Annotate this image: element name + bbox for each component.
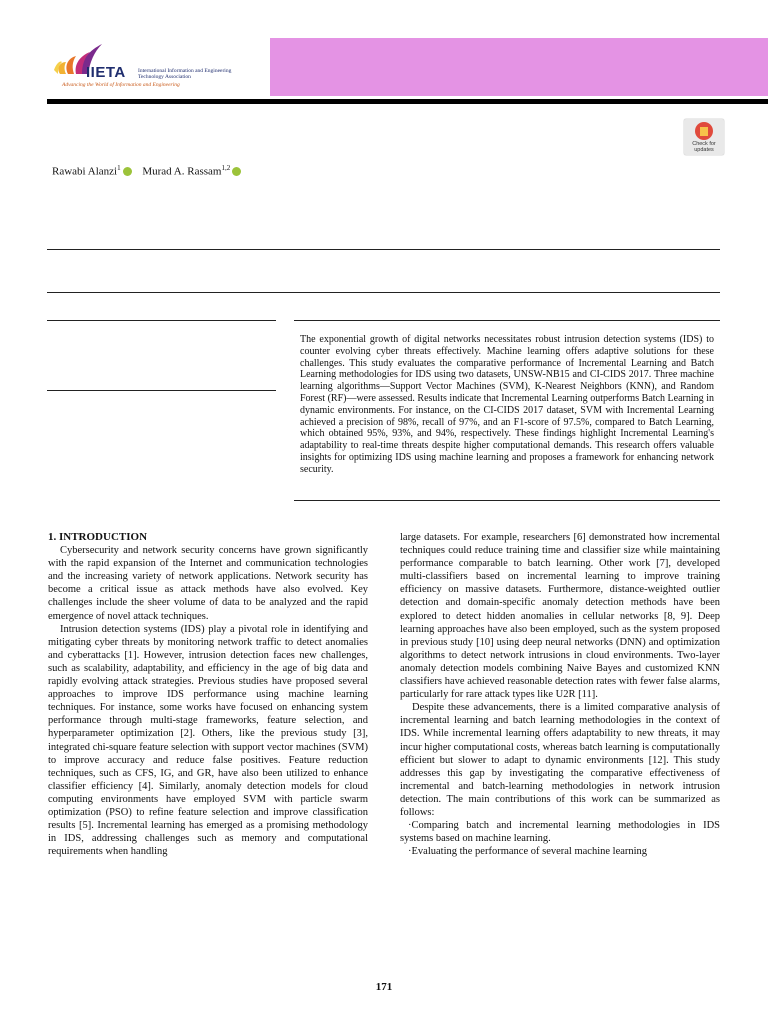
check-for-updates-button[interactable] bbox=[684, 119, 724, 155]
divider bbox=[47, 320, 276, 321]
logo-tagline: Advancing the World of Information and Engineering bbox=[62, 82, 180, 88]
body-paragraph: large datasets. For example, researchers [6] demonstrated how incremental techniques could reduce training time and classifier size while maintaining performance comparable to batch learning. Other work [7], developed multi-classifiers based on incremental learning to improve training efficiency on massive datasets. Furthermore, distance-weighted outlier detection and domain-specific anomaly detection methods have been explored to detect hidden anomalies in cellular networks [8, 9]. Deep learning approaches have also been employed, such as the system proposed in previous study [10] using deep neural networks (DNN) and optimization algorithms to detect network intrusions in cloud environments. Two-layer anomaly detection models combining Naive Bayes and customized KNN classifiers have achieved reasonable detection rates with fewer false alarms, particularly for rare attack types like U2R [11]. bbox=[400, 532, 720, 701]
divider bbox=[47, 249, 720, 250]
check-updates-label: Check for updates bbox=[692, 141, 716, 153]
body-paragraph: Intrusion detection systems (IDS) play a pivotal role in identifying and mitigating cyber threats by monitoring network traffic to detect anomalies and cyberattacks [1]. However, intrusion detection faces new challenges, such as scalability, adaptability, and efficiency in the age of big data and rapidly evolving attack strategies. Previous studies have proposed several approaches to improve IDS performance using machine learning techniques. For instance, some works have focused on enhancing system performance through multi-stage frameworks, feature selection, and hyperparameter optimization [2]. Others, like the previous study [3], integrated chi-square feature selection with support vector machines (SVM) to improve accuracy and reduce false positives. Feature reduction techniques, such as CFS, IG, and GR, have also been utilized to enhance classifier efficiency [4]. Similarly, anomaly detection models for cloud computing environments have employed SVM with particle swarm optimization (PSO) to refine feature selection and improve classification results [5]. Incremental learning has emerged as a promising methodology in IDS, addressing challenges such as memory and computational requirements when handling bbox=[48, 623, 368, 858]
section-heading: 1. INTRODUCTION bbox=[48, 531, 148, 543]
divider bbox=[294, 500, 720, 501]
bookmark-flag-icon bbox=[700, 127, 708, 136]
page-number: 171 bbox=[375, 981, 393, 993]
divider bbox=[47, 292, 720, 293]
body-column-right bbox=[400, 531, 720, 858]
author-name: Rawabi Alanzi bbox=[52, 165, 118, 178]
iieta-logo bbox=[50, 40, 270, 94]
abstract-text: The exponential growth of digital networks necessitates robust intrusion detection systems (IDS) to counter evolving cyber threats effectively. Machine learning offers adaptive solutions for these challenges. This study evaluates the comparative performance of Incremental Learning and Batch Learning methodologies for IDS using two datasets, UNSW-NB15 and CI-CIDS 2017. Three machine learning algorithms—Support Vector Machines (SVM), K-Nearest Neighbors (KNN), and Random Forest (RF)—were assessed. Results indicate that Incremental Learning outperforms Batch Learning in dynamic environments. For instance, on the CI-CIDS 2017 dataset, SVM with Incremental Learning achieved a precision of 98%, recall of 97%, and an F1-score of 97.5%, compared to Batch Learning, which obtained 95%, 93%, and 94%, respectively. These findings highlight Incremental Learning's adaptability to real-time threats despite higher computational demands. This research offers valuable insights for optimizing IDS using machine learning and proposes a framework for enhancing network security. bbox=[300, 334, 714, 475]
divider bbox=[294, 320, 720, 321]
contribution-item: ·Evaluating the performance of several machine learning bbox=[408, 846, 648, 858]
body-paragraph: Cybersecurity and network security concerns have grown significantly with the rapid expansion of the Internet and communication technologies and the increasing variety of network applications. Network security has become a critical issue as attack methods have also evolved. Key challenges include the sheer volume of data to be analyzed and the rapid emergence of novel attack techniques. bbox=[48, 545, 368, 622]
logo-org-name: International Information and Engineering Technology Association bbox=[138, 68, 232, 80]
logo-acronym: IIETA bbox=[86, 64, 126, 81]
header-rule bbox=[47, 99, 768, 104]
divider bbox=[47, 390, 276, 391]
author-affiliation: 1,2 bbox=[221, 164, 231, 172]
body-column-left bbox=[48, 531, 368, 858]
author-list bbox=[52, 164, 249, 178]
orcid-icon[interactable] bbox=[123, 167, 132, 176]
orcid-icon[interactable] bbox=[232, 167, 241, 176]
author-name: Murad A. Rassam bbox=[142, 165, 222, 178]
author-affiliation: 1 bbox=[117, 164, 121, 172]
body-paragraph: Despite these advancements, there is a limited comparative analysis of incremental learning and batch learning methodologies in the context of IDS. While incremental learning offers adaptability to new threats, it may incur higher computational costs, whereas batch learning is computationally efficient but slower to adapt to dynamic environments [12]. This study addresses this gap by investigating the comparative effectiveness of incremental and batch-learning methodologies in network intrusion detection. The main contributions of this work can be summarized as follows: bbox=[400, 702, 720, 818]
header-color-band bbox=[270, 38, 768, 96]
contribution-item: ·Comparing batch and incremental learning methodologies in IDS systems based on machine learning. bbox=[400, 820, 720, 845]
